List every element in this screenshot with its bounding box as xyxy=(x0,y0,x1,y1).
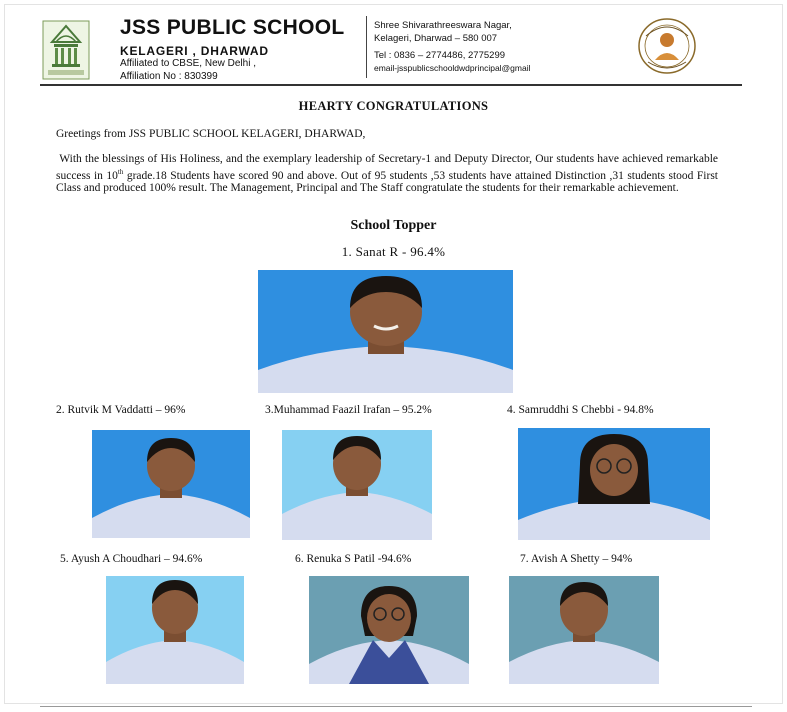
student-caption-2: 2. Rutvik M Vaddatti – 96% xyxy=(56,404,186,416)
affiliation-line-2: Affiliation No : 830399 xyxy=(120,71,218,82)
student-caption-6: 6. Renuka S Patil -94.6% xyxy=(295,553,412,565)
topper-name: 1. Sanat R - 96.4% xyxy=(341,244,446,259)
greeting-text: Greetings from JSS PUBLIC SCHOOL KELAGERI, DHARWAD, xyxy=(56,128,366,140)
seal-emblem xyxy=(636,16,698,76)
student-photo-7 xyxy=(509,576,659,684)
student-photo-3 xyxy=(282,430,432,540)
school-logo xyxy=(42,20,90,80)
phone-text: Tel : 0836 – 2774486, 2775299 xyxy=(374,50,506,61)
email-text: email-jsspublicschooldwdprincipal@gmail xyxy=(374,63,531,73)
student-caption-5: 5. Ayush A Choudhari – 94.6% xyxy=(60,553,203,565)
student-photo-5 xyxy=(106,576,244,684)
address-line-1: Shree Shivarathreeswara Nagar, xyxy=(374,20,512,31)
student-caption-7: 7. Avish A Shetty – 94% xyxy=(520,553,633,565)
school-city: KELAGERI , DHARWAD xyxy=(120,44,269,58)
student-caption-4: 4. Samruddhi S Chebbi - 94.8% xyxy=(507,404,654,416)
footer-rule xyxy=(40,706,752,707)
intro-paragraph: With the blessings of His Holiness, and the exemplary leadership of Secretary-1 and Deputy Director, Our students have achieved remarkable success in 10th grade.18 Students have scored 90 and above. Out of 95 students ,53 students have attained Distinction ,31 students stood First Class and produced 100% result. The Management, Principal and The Staff congratulate the students for their remarkable achievement. xyxy=(56,153,719,194)
student-caption-3: 3.Muhammad Faazil Irafan – 95.2% xyxy=(265,404,432,416)
topper-photo xyxy=(258,270,513,393)
header-divider xyxy=(366,16,367,78)
header-rule xyxy=(40,84,742,86)
address-line-2: Kelageri, Dharwad – 580 007 xyxy=(374,33,498,44)
headline: HEARTY CONGRATULATIONS xyxy=(298,99,489,113)
topper-heading: School Topper xyxy=(350,218,437,233)
student-photo-4 xyxy=(518,428,710,540)
school-name: JSS PUBLIC SCHOOL xyxy=(120,16,345,39)
student-photo-6 xyxy=(309,576,469,684)
student-photo-2 xyxy=(92,430,250,538)
affiliation-line-1: Affiliated to CBSE, New Delhi , xyxy=(120,58,256,69)
